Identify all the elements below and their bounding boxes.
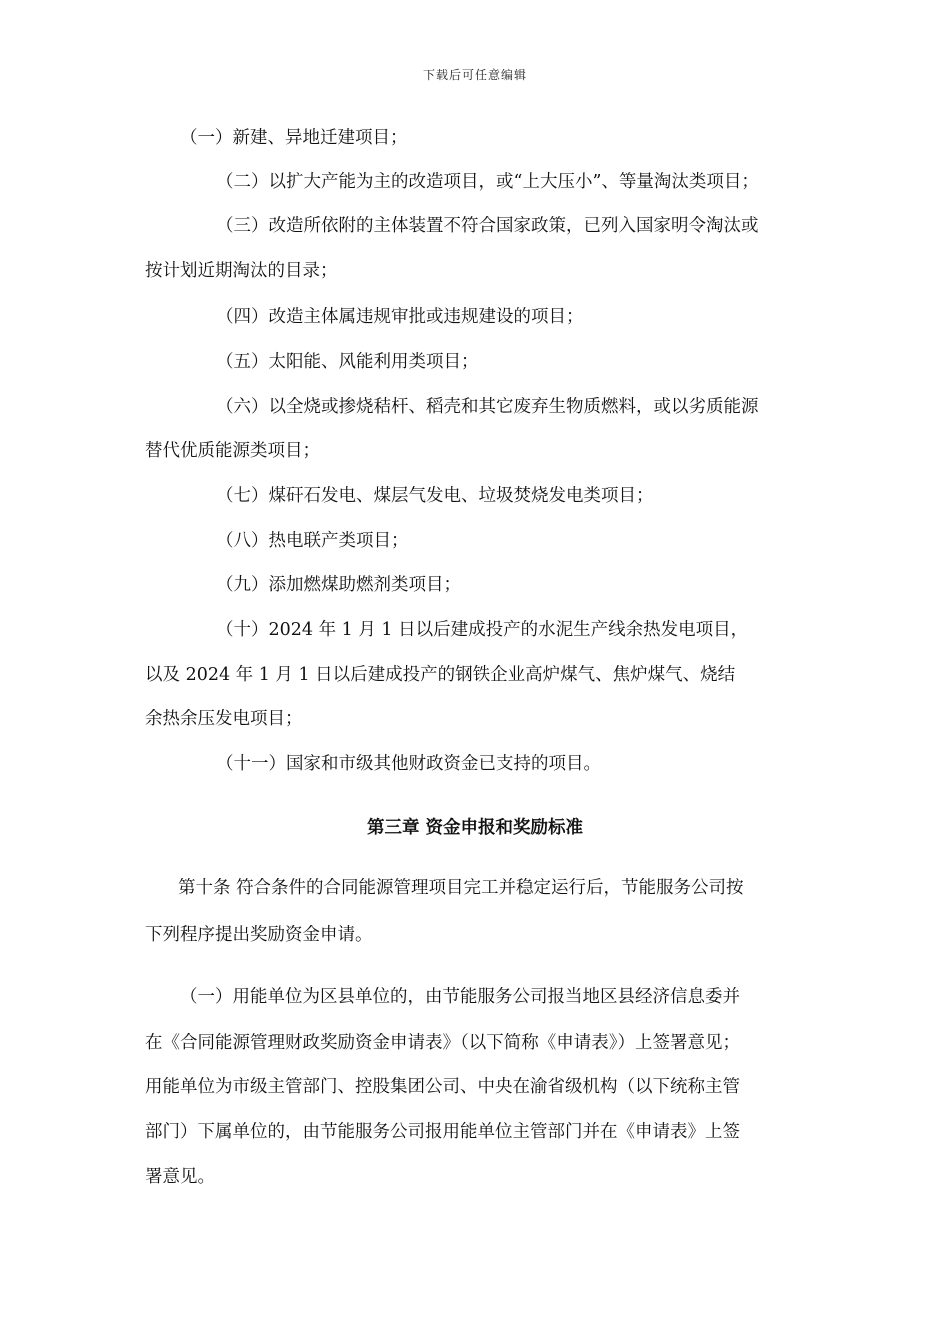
procedure-item-continuation: 在《合同能源管理财政奖励资金申请表》（以下简称《申请表》）上签署意见； [145, 1033, 740, 1053]
list-item: （二）以扩大产能为主的改造项目，或“上大压小”、等量淘汰类项目； [216, 172, 759, 192]
article-paragraph-continuation: 下列程序提出奖励资金申请。 [145, 925, 373, 945]
list-item-continuation: 替代优质能源类项目； [145, 441, 320, 461]
list-item: （三）改造所依附的主体装置不符合国家政策，已列入国家明令淘汰或 [216, 216, 759, 236]
list-item: （十一）国家和市级其他财政资金已支持的项目。 [216, 754, 601, 774]
list-item-continuation: 余热余压发电项目； [145, 709, 303, 729]
chapter-heading: 第三章 资金申报和奖励标准 [366, 818, 584, 838]
list-item: （六）以全烧或掺烧秸杆、稻壳和其它废弃生物质燃料，或以劣质能源 [216, 397, 759, 417]
article-paragraph: 第十条 符合条件的合同能源管理项目完工并稳定运行后，节能服务公司按 [178, 878, 744, 898]
page-header: 下载后可任意编辑 [422, 68, 527, 82]
list-item: （十）2024 年 1 月 1 日以后建成投产的水泥生产线余热发电项目， [216, 620, 749, 640]
list-item: （七）煤矸石发电、煤层气发电、垃圾焚烧发电类项目； [216, 486, 654, 506]
list-item-continuation: 以及 2024 年 1 月 1 日以后建成投产的钢铁企业高炉煤气、焦炉煤气、烧结 [145, 665, 736, 685]
list-item: （四）改造主体属违规审批或违规建设的项目； [216, 307, 584, 327]
list-item: （九）添加燃煤助燃剂类项目； [216, 575, 461, 595]
list-item: （一）新建、异地迁建项目； [180, 128, 408, 148]
list-item: （五）太阳能、风能利用类项目； [216, 352, 479, 372]
list-item-continuation: 按计划近期淘汰的目录； [145, 261, 338, 281]
procedure-item-continuation: 部门）下属单位的，由节能服务公司报用能单位主管部门并在《申请表》上签 [145, 1122, 740, 1142]
procedure-item-continuation: 署意见。 [145, 1167, 215, 1187]
list-item: （八）热电联产类项目； [216, 531, 409, 551]
procedure-item: （一）用能单位为区县单位的，由节能服务公司报当地区县经济信息委并 [180, 987, 740, 1007]
procedure-item-continuation: 用能单位为市级主管部门、控股集团公司、中央在渝省级机构（以下统称主管 [145, 1077, 740, 1097]
